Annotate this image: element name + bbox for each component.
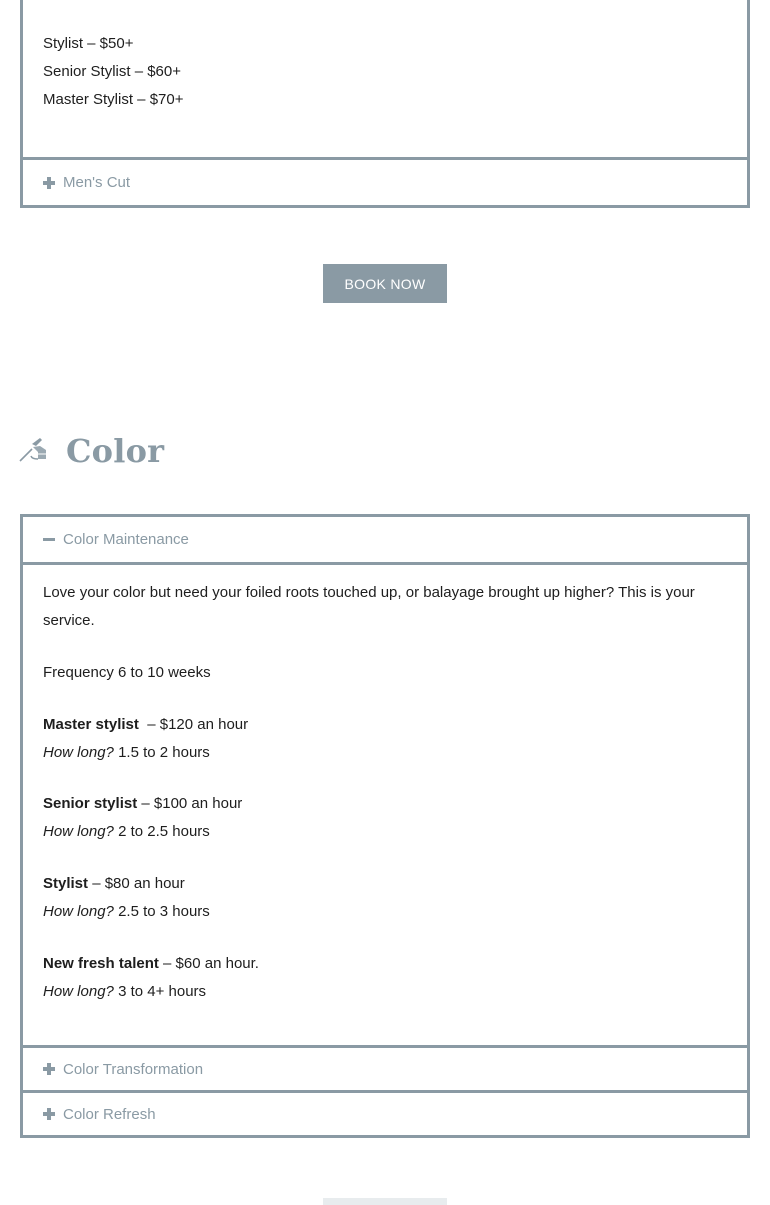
service-description: Love your color but need your foiled roots touched up, or balayage brought up higher? This is your service. [43,584,695,629]
tier-line [43,711,727,739]
plus-icon [43,177,55,189]
book-now-button-partial[interactable] [323,1198,447,1205]
tier-price: – $120 an hour [147,716,249,733]
accordion-title: Color Maintenance [63,531,189,548]
brush-bottle-icon [18,434,48,469]
tier-line [43,790,727,818]
accordion-panel-open [23,0,747,160]
section-title: Color [66,432,165,470]
tier-name: Master stylist [43,716,139,733]
how-long-label: How long? [43,903,114,920]
how-long-label: How long? [43,983,114,1000]
how-long-label: How long? [43,744,114,761]
duration-line [43,739,727,766]
accordion-item-color-transformation[interactable] [23,1048,747,1093]
duration-value: 3 to 4+ hours [118,983,207,1000]
plus-icon [43,1108,55,1120]
section-heading [18,432,164,470]
duration-value: 2 to 2.5 hours [118,823,210,840]
book-now-button[interactable]: BOOK NOW [323,264,447,303]
tier-line [43,870,727,898]
accordion-title: Men's Cut [63,174,131,191]
tier-line [43,950,727,978]
accordion-title: Color Refresh [63,1105,156,1123]
duration-line [43,898,727,926]
tier-price: – $60 an hour. [163,955,259,972]
tier-price: – $100 an hour [141,795,243,812]
accordion-title: Color Transformation [63,1060,204,1078]
plus-icon [43,1063,55,1075]
services-accordion-top [20,0,750,208]
how-long-label: How long? [43,823,114,840]
color-accordion [20,514,750,1138]
tier-name: Stylist [43,875,89,892]
price-line: Stylist – $50+ [43,35,134,52]
tier-name: New fresh talent [43,955,159,972]
tier-name: Senior stylist [43,795,138,812]
duration-line [43,818,727,846]
duration-value: 2.5 to 3 hours [118,903,210,920]
minus-icon [43,534,55,546]
tier-price: – $80 an hour [92,875,185,892]
duration-line [43,978,727,1006]
frequency-text: Frequency 6 to 10 weeks [43,664,211,681]
duration-value: 1.5 to 2 hours [118,744,210,761]
accordion-item-color-maintenance[interactable] [23,517,747,565]
price-line: Master Stylist – $70+ [43,91,184,108]
accordion-item-mens-cut[interactable] [23,160,747,208]
accordion-item-color-refresh[interactable] [23,1093,747,1138]
accordion-panel-open [23,565,747,1048]
price-line: Senior Stylist – $60+ [43,63,181,80]
